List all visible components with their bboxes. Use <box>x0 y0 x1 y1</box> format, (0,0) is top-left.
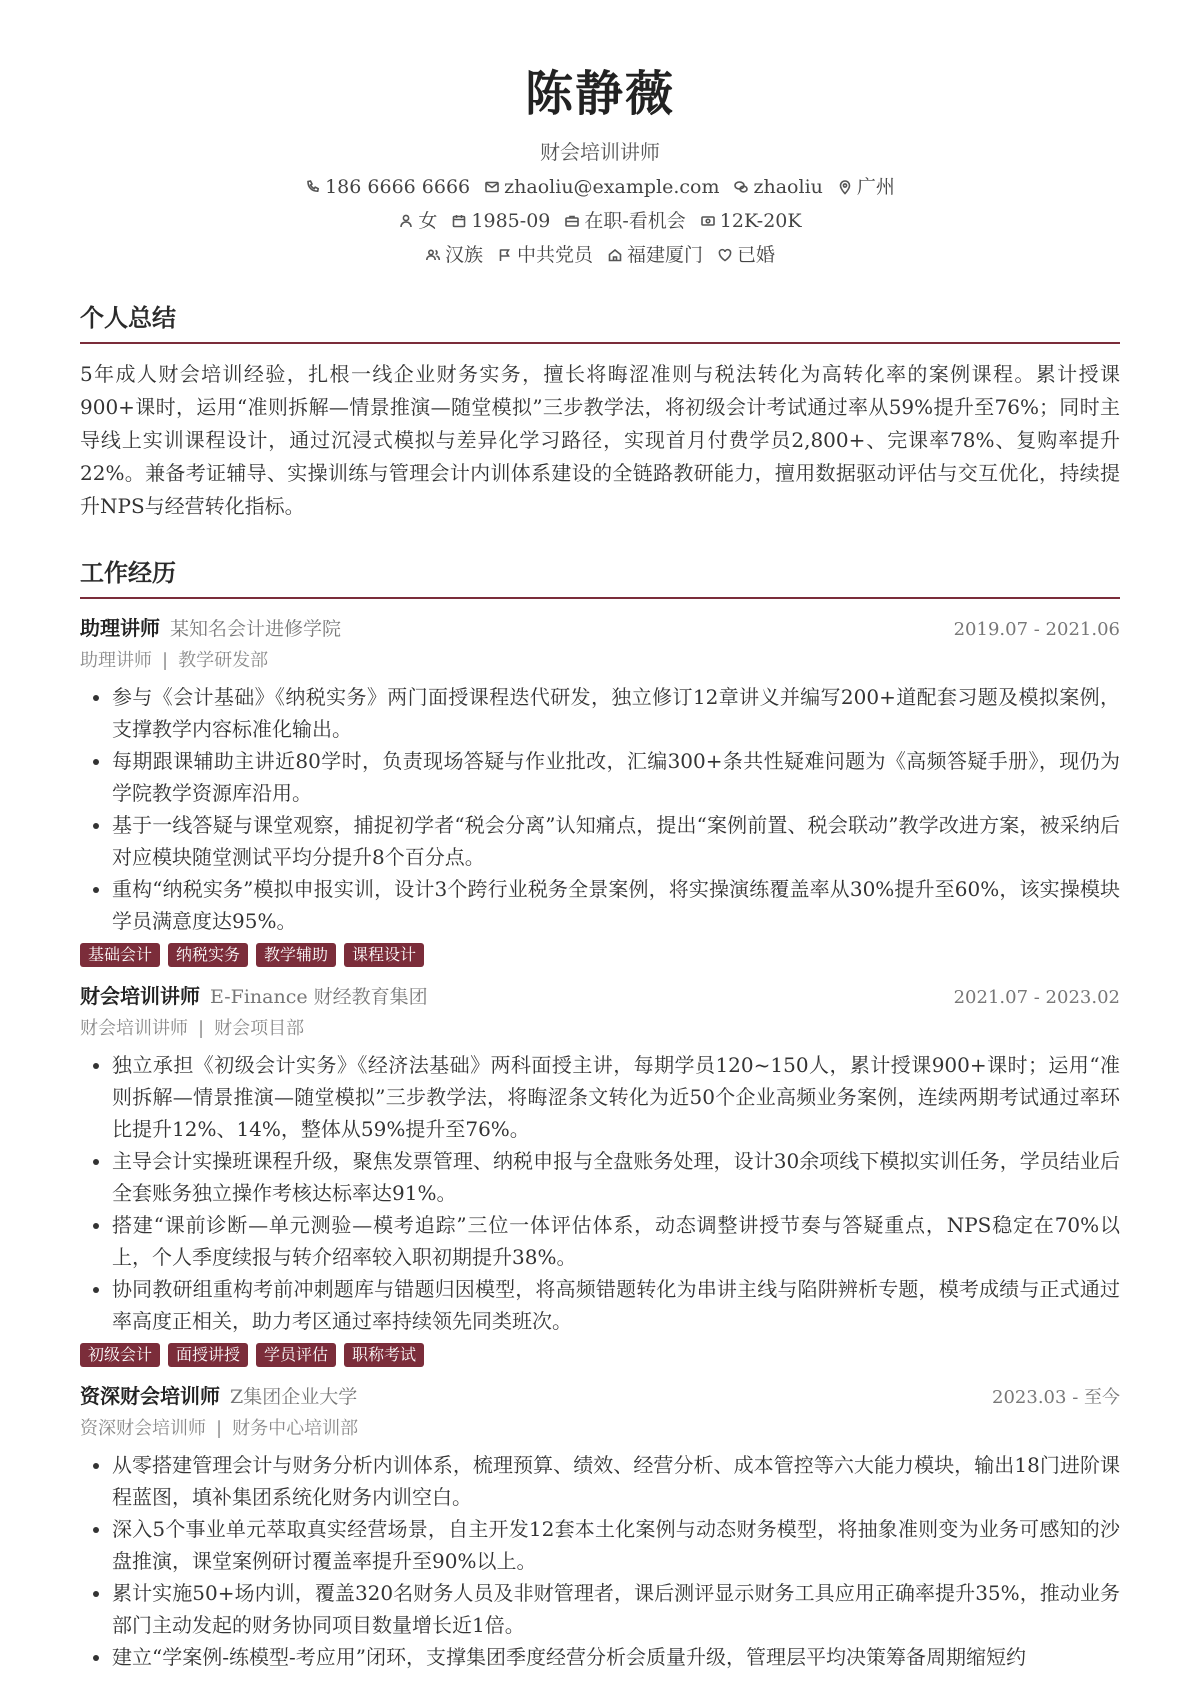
job-date: 2023.03 - 至今 <box>992 1387 1120 1408</box>
ethnicity-text: 汉族 <box>444 244 483 266</box>
calendar-icon <box>451 213 467 229</box>
job-separator: | <box>216 1418 223 1439</box>
job-department: 教学研发部 <box>178 650 269 671</box>
marital-item <box>717 242 775 268</box>
work-section <box>80 557 1120 1673</box>
summary-section <box>80 302 1120 523</box>
list-item: • 协同教研组重构考前冲刺题库与错题归因模型，将高频错题转化为串讲主线与陷阱辨析专题，模考成绩与正式通过率高度正相关，助力考区通过率持续领先同类班次。 <box>112 1273 1120 1337</box>
list-item: • 重构“纳税实务”模拟申报实训，设计3个跨行业税务全景案例，将实操演练覆盖率从30%提升至60%，该实操模块学员满意度达95%。 <box>112 873 1120 937</box>
skill-tag: 纳税实务 <box>168 943 248 967</box>
skill-tag: 教学辅助 <box>256 943 336 967</box>
hometown-text: 福建厦门 <box>627 244 704 266</box>
job-department: 财务中心培训部 <box>232 1418 359 1439</box>
candidate-name: 陈静薇 <box>524 66 675 122</box>
job-subtitle <box>80 1013 1120 1045</box>
salary-item <box>700 208 802 234</box>
job-company: Z集团企业大学 <box>230 1386 358 1408</box>
skill-tag: 职称考试 <box>344 1343 424 1367</box>
money-icon <box>700 213 716 229</box>
birth-item <box>451 208 550 234</box>
job-position: 助理讲师 <box>80 650 152 671</box>
job-separator: | <box>162 650 169 671</box>
job-position: 资深财会培训师 <box>80 1418 206 1439</box>
job-subtitle <box>80 1413 1120 1445</box>
hometown-item <box>607 242 703 268</box>
politics-text: 中共党员 <box>516 244 593 266</box>
job-date: 2021.07 - 2023.02 <box>953 987 1120 1008</box>
job-bullets <box>80 1049 1120 1337</box>
list-item: • 搭建“课前诊断—单元测验—模考追踪”三位一体评估体系，动态调整讲授节奏与答疑重点，NPS稳定在70%以上，个人季度续报与转介绍率较入职初期提升38%。 <box>112 1209 1120 1273</box>
list-item: • 每期跟课辅助主讲近80学时，负责现场答疑与作业批改，汇编300+条共性疑难问题为《高频答疑手册》，现仍为学院教学资源库沿用。 <box>112 745 1120 809</box>
skill-tag: 课程设计 <box>344 943 424 967</box>
phone-text: 186 6666 6666 <box>325 176 471 198</box>
wechat-text: zhaoliu <box>753 176 823 198</box>
status-item <box>564 208 685 234</box>
birth-text: 1985-09 <box>471 210 551 232</box>
job-separator: | <box>198 1018 205 1039</box>
job-date: 2019.07 - 2021.06 <box>953 619 1120 640</box>
flag-icon <box>497 247 513 263</box>
email-text: zhaoliu@example.com <box>504 176 720 198</box>
job-position: 财会培训讲师 <box>80 1018 188 1039</box>
briefcase-icon <box>564 213 580 229</box>
job-bullets <box>80 1449 1120 1673</box>
job-title: 助理讲师 <box>80 616 160 640</box>
resume-header <box>0 0 1200 268</box>
job-header <box>80 981 1120 1013</box>
list-item: • 深入5个事业单元萃取真实经营场景，自主开发12套本土化案例与动态财务模型，将抽象准则变为业务可感知的沙盘推演，课堂案例研讨覆盖率提升至90%以上。 <box>112 1513 1120 1577</box>
list-item: • 累计实施50+场内训，覆盖320名财务人员及非财管理者，课后测评显示财务工具应用正确率提升35%，推动业务部门主动发起的财务协同项目数量增长近1倍。 <box>112 1577 1120 1641</box>
email-item <box>484 174 719 200</box>
location-item <box>837 174 895 200</box>
location-icon <box>837 179 853 195</box>
job-company: 某知名会计进修学院 <box>170 618 342 640</box>
job-department: 财会项目部 <box>214 1018 305 1039</box>
summary-text: 5年成人财会培训经验，扎根一线企业财务实务，擅长将晦涩准则与税法转化为高转化率的案例课程。累计授课900+课时，运用“准则拆解—情景推演—随堂模拟”三步教学法，将初级会计考试通过率从59%提升至76%；同时主导线上实训课程设计，通过沉浸式模拟与差异化学习路径，实现首月付费学员2,800+、完课率78%、复购率提升22%。兼备考证辅导、实操训练与管理会计内训体系建设的全链路教研能力，擅用数据驱动评估与交互优化，持续提升NPS与经营转化指标。 <box>80 362 1120 518</box>
job-entry <box>80 981 1120 1367</box>
heart-icon <box>717 247 733 263</box>
job-tags <box>80 1343 1120 1367</box>
job-header <box>80 613 1120 645</box>
skill-tag: 基础会计 <box>80 943 160 967</box>
list-item: • 独立承担《初级会计实务》《经济法基础》两科面授主讲，每期学员120~150人，累计授课900+课时；运用“准则拆解—情景推演—随堂模拟”三步教学法，将晦涩条文转化为近50个企业高频业务案例，连续两期考试通过率环比提升12%、14%，整体从59%提升至76%。 <box>112 1049 1120 1145</box>
gender-item <box>398 208 437 234</box>
list-item: • 参与《会计基础》《纳税实务》两门面授课程迭代研发，独立修订12章讲义并编写200+道配套习题及模拟案例，支撑教学内容标准化输出。 <box>112 681 1120 745</box>
list-item: • 主导会计实操班课程升级，聚焦发票管理、纳税申报与全盘账务处理，设计30余项线下模拟实训任务，学员结业后全套账务独立操作考核达标率达91%。 <box>112 1145 1120 1209</box>
job-title: 财会培训讲师 <box>80 984 200 1008</box>
salary-text: 12K-20K <box>719 210 802 232</box>
profile-row <box>0 208 1200 234</box>
mail-icon <box>484 179 500 195</box>
wechat-item <box>733 174 822 200</box>
job-title: 资深财会培训师 <box>80 1384 220 1408</box>
phone-icon <box>305 179 321 195</box>
marital-text: 已婚 <box>737 244 776 266</box>
people-icon <box>425 247 441 263</box>
status-text: 在职-看机会 <box>584 210 686 232</box>
wechat-icon <box>733 179 749 195</box>
person-icon <box>398 213 414 229</box>
job-tags <box>80 943 1120 967</box>
skill-tag: 面授讲授 <box>168 1343 248 1367</box>
contact-row <box>0 174 1200 200</box>
candidate-role: 财会培训讲师 <box>540 140 660 164</box>
location-text: 广州 <box>856 176 895 198</box>
list-item: • 基于一线答疑与课堂观察，捕捉初学者“税会分离”认知痛点，提出“案例前置、税会联动”教学改进方案，被采纳后对应模块随堂测试平均分提升8个百分点。 <box>112 809 1120 873</box>
job-entry <box>80 613 1120 967</box>
ethnicity-item <box>425 242 483 268</box>
job-header <box>80 1381 1120 1413</box>
job-subtitle <box>80 645 1120 677</box>
job-company: E-Finance 财经教育集团 <box>210 986 428 1008</box>
list-item: • 从零搭建管理会计与财务分析内训体系，梳理预算、绩效、经营分析、成本管控等六大能力模块，输出18门进阶课程蓝图，填补集团系统化财务内训空白。 <box>112 1449 1120 1513</box>
home-icon <box>607 247 623 263</box>
summary-title: 个人总结 <box>80 302 1120 344</box>
job-entry <box>80 1381 1120 1673</box>
skill-tag: 初级会计 <box>80 1343 160 1367</box>
skill-tag: 学员评估 <box>256 1343 336 1367</box>
politics-item <box>497 242 593 268</box>
work-title: 工作经历 <box>80 557 1120 599</box>
list-item: • 建立“学案例-练模型-考应用”闭环，支撑集团季度经营分析会质量升级，管理层平均决策筹备周期缩短约 <box>112 1641 1120 1673</box>
personal-row <box>0 242 1200 268</box>
gender-text: 女 <box>418 210 438 232</box>
job-bullets <box>80 681 1120 937</box>
phone-item <box>305 174 470 200</box>
